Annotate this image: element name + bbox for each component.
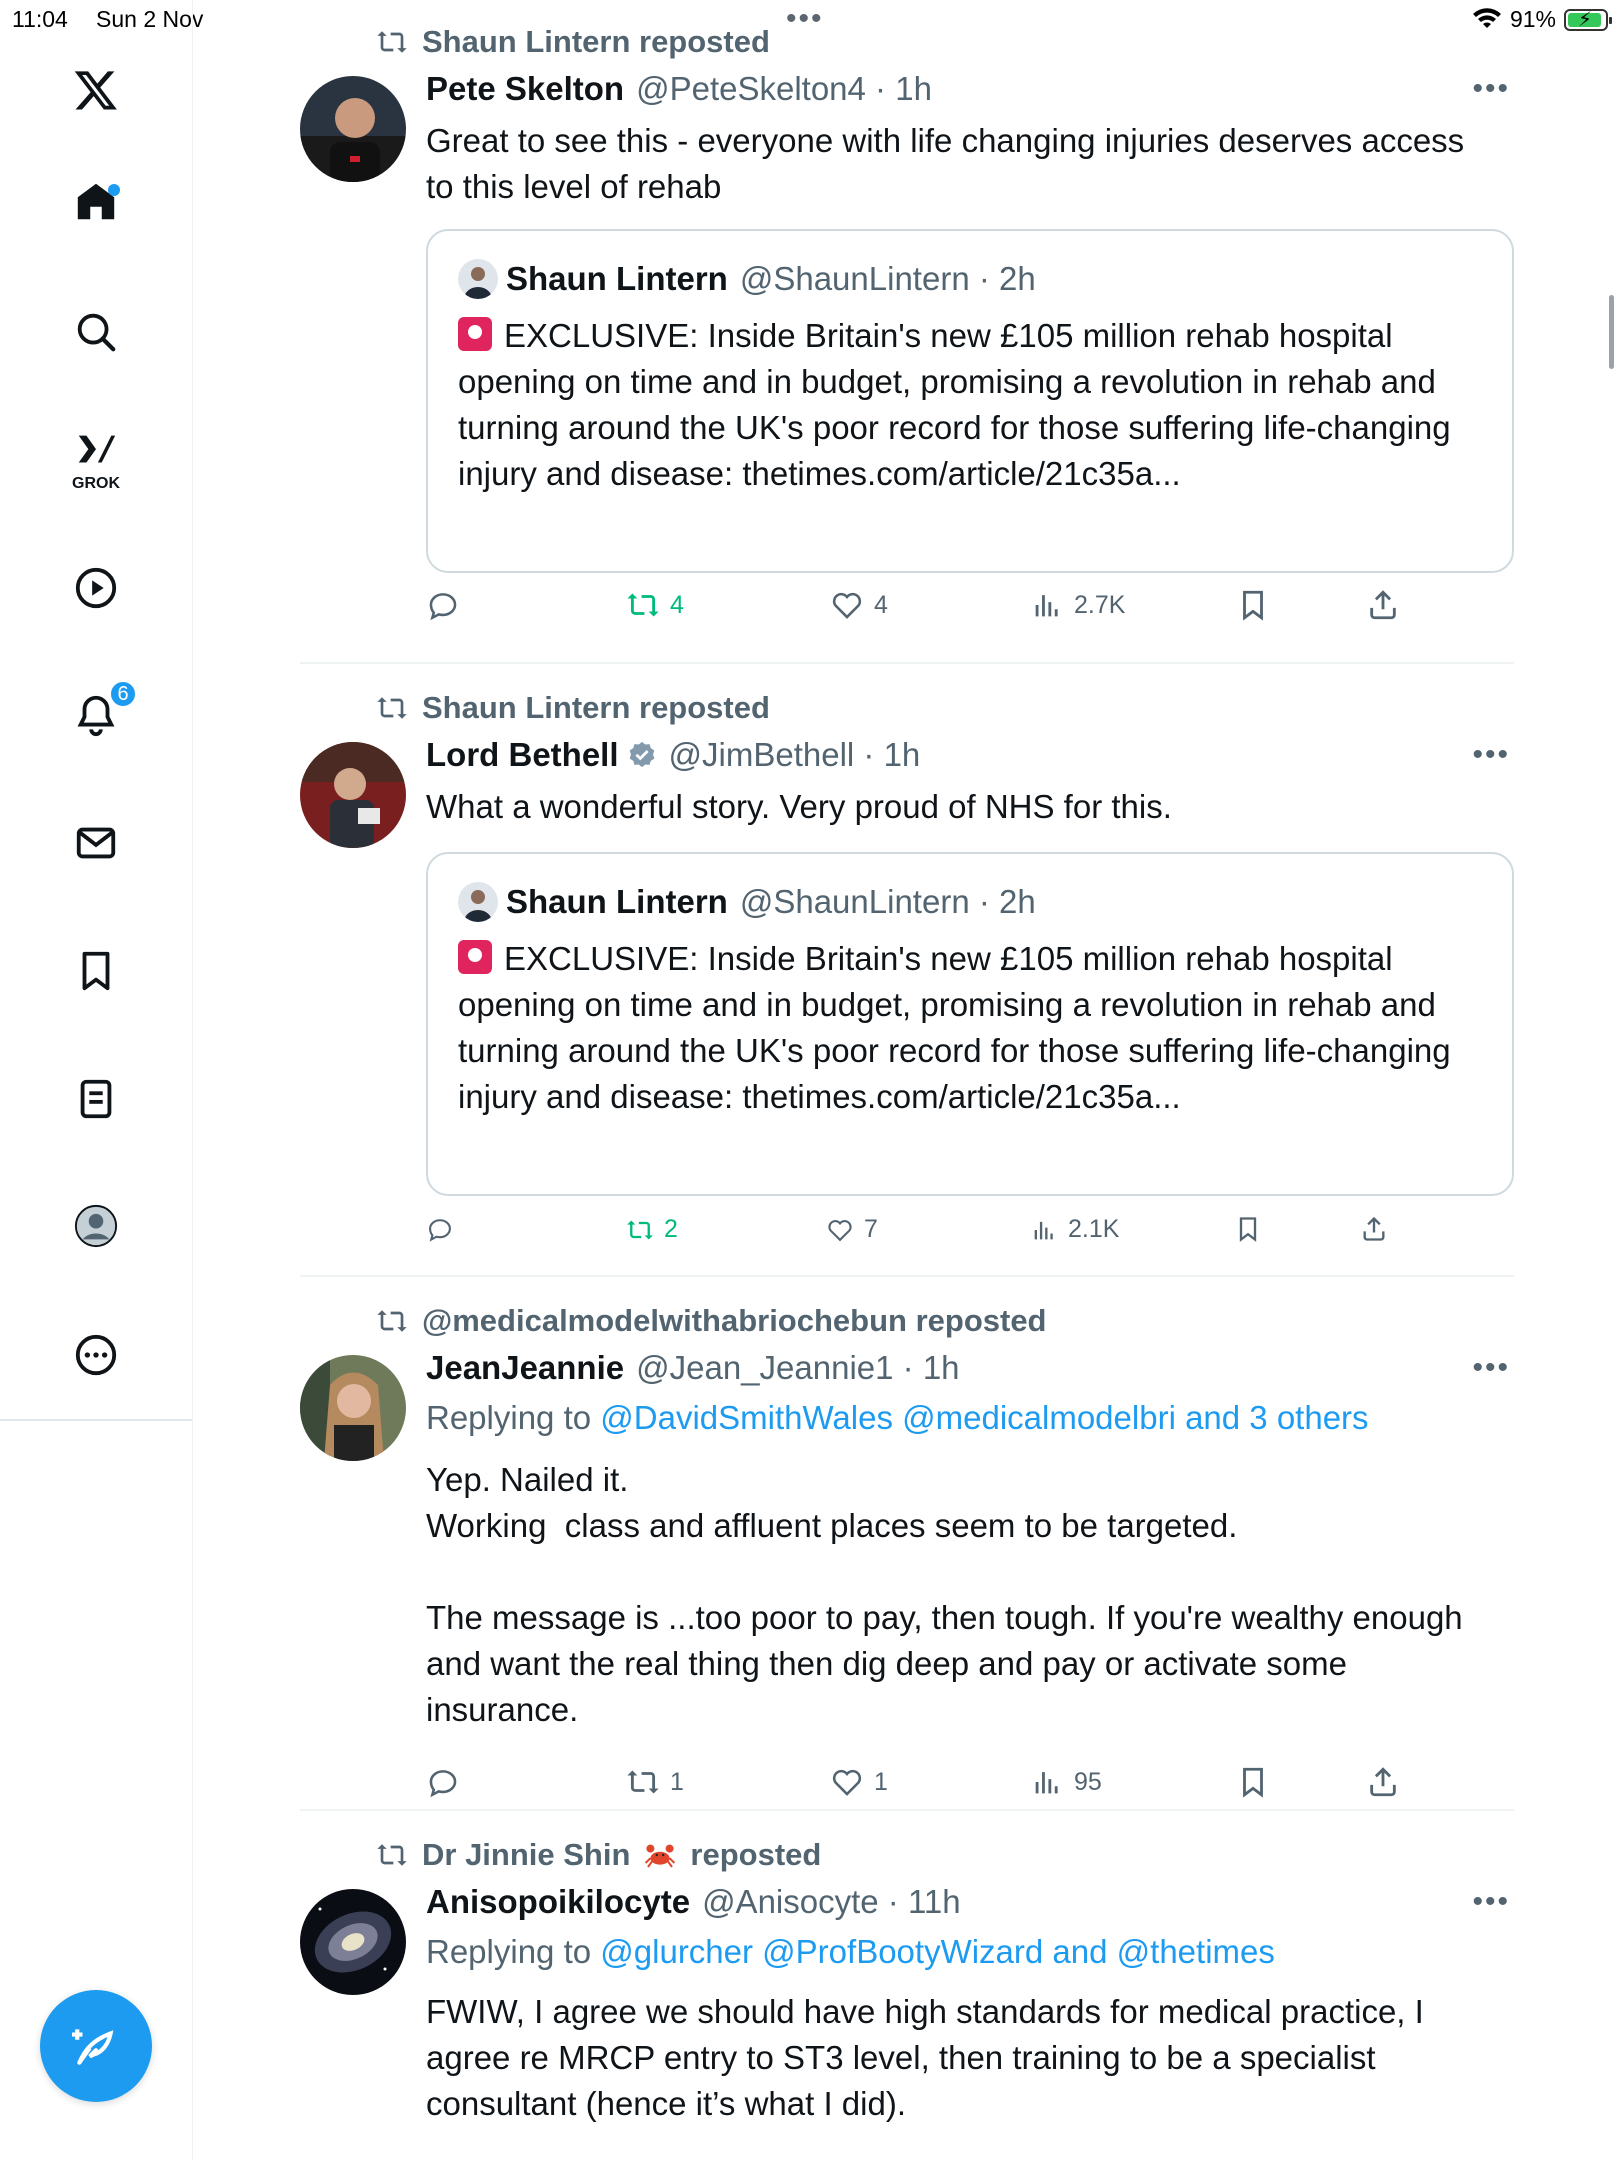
author-name[interactable]: Anisopoikilocyte — [426, 1883, 691, 1920]
tweet-header — [426, 736, 920, 774]
tweet[interactable] — [300, 1809, 1514, 2160]
avatar[interactable] — [300, 742, 406, 848]
heart-icon — [830, 588, 864, 622]
replying-to-links[interactable]: @glurcher @ProfBootyWizard and @thetimes — [600, 1933, 1275, 1970]
reply-button[interactable] — [426, 1765, 460, 1799]
repost-icon — [626, 1216, 654, 1244]
like-button[interactable] — [826, 1215, 878, 1244]
bookmark-icon — [1234, 1215, 1262, 1243]
notifications-bell-icon[interactable] — [56, 675, 136, 755]
status-time: 11:04 — [12, 6, 68, 32]
lists-icon[interactable] — [56, 1059, 136, 1139]
messages-envelope-icon[interactable] — [56, 803, 136, 883]
views-chart-icon — [1030, 1216, 1058, 1244]
repost-count: 2 — [664, 1215, 678, 1243]
views-button[interactable] — [1030, 1215, 1119, 1244]
repost-label: Shaun Lintern reposted — [422, 24, 770, 59]
replying-prefix: Replying to — [426, 1933, 592, 1970]
author-name[interactable]: Lord Bethell — [426, 736, 619, 773]
quoted-tweet[interactable] — [426, 852, 1514, 1196]
video-play-icon[interactable] — [56, 548, 136, 628]
repost-label: Shaun Lintern reposted — [422, 690, 770, 725]
views-chart-icon — [1030, 1765, 1064, 1799]
repost-icon — [376, 692, 408, 724]
like-button[interactable] — [830, 1765, 888, 1799]
x-logo-icon[interactable] — [56, 50, 136, 130]
tweet-header — [426, 1883, 961, 1921]
battery-icon: ⚡ — [1564, 9, 1608, 31]
crab-emoji-icon — [644, 1839, 676, 1871]
quoted-header — [458, 259, 1036, 299]
avatar[interactable] — [300, 1355, 406, 1461]
notification-badge: 6 — [108, 679, 138, 709]
quoted-text-content: EXCLUSIVE: Inside Britain's new £105 million rehab hospital opening on time and in budget, promising a revolution in rehab and turning around the UK's poor record for those suffering life-changing injury and disease: thetimes.com/article/21c35a... — [458, 940, 1451, 1115]
grok-icon[interactable] — [56, 415, 136, 505]
share-icon — [1366, 1765, 1400, 1799]
bookmark-button[interactable] — [1236, 1765, 1270, 1799]
repost-icon — [626, 1765, 660, 1799]
heart-icon — [830, 1765, 864, 1799]
repost-button[interactable] — [626, 588, 684, 622]
quoted-tweet[interactable] — [426, 229, 1514, 573]
author-handle[interactable]: @PeteSkelton4 · 1h — [636, 70, 932, 107]
quoted-header — [458, 882, 1036, 922]
status-date: Sun 2 Nov — [96, 6, 204, 32]
repost-count: 4 — [670, 590, 684, 619]
quoted-avatar — [458, 882, 498, 922]
replying-to — [426, 1399, 1369, 1437]
scrollbar-thumb[interactable] — [1609, 295, 1614, 369]
home-icon[interactable] — [56, 162, 136, 242]
repost-indicator — [376, 1837, 821, 1873]
avatar[interactable] — [300, 1889, 406, 1995]
quoted-text — [458, 313, 1488, 497]
battery-percent: 91% — [1509, 6, 1556, 32]
quoted-author-name: Shaun Lintern — [506, 260, 728, 297]
author-handle[interactable]: @Jean_Jeannie1 · 1h — [636, 1349, 960, 1386]
grok-label: GROK — [72, 475, 120, 492]
bookmark-button[interactable] — [1234, 1215, 1262, 1243]
more-icon[interactable]: ••• — [1472, 72, 1510, 105]
repost-icon — [376, 26, 408, 58]
repost-count: 1 — [670, 1767, 684, 1796]
siren-emoji-icon — [458, 317, 492, 351]
replying-to — [426, 1933, 1275, 1971]
quoted-text-content: EXCLUSIVE: Inside Britain's new £105 million rehab hospital opening on time and in budget, promising a revolution in rehab and turning around the UK's poor record for those suffering life-changing injury and disease: thetimes.com/article/21c35a... — [458, 317, 1451, 492]
bookmarks-icon[interactable] — [56, 931, 136, 1011]
repost-icon — [376, 1839, 408, 1871]
repost-indicator — [376, 690, 770, 726]
like-button[interactable] — [830, 588, 888, 622]
tweet-actions — [426, 1765, 1416, 1815]
repost-suffix: reposted — [690, 1837, 822, 1872]
tweet-actions — [426, 588, 1416, 638]
repost-icon — [626, 588, 660, 622]
search-icon[interactable] — [56, 292, 136, 372]
repost-indicator — [376, 24, 770, 60]
more-icon[interactable]: ••• — [1472, 1351, 1510, 1384]
verified-badge-icon — [627, 740, 657, 770]
author-handle[interactable]: @Anisocyte · 11h — [702, 1883, 961, 1920]
replying-to-links[interactable]: @DavidSmithWales @medicalmodelbri and 3 others — [600, 1399, 1369, 1436]
multitasking-dots-icon[interactable]: ••• — [786, 2, 824, 35]
repost-label: Dr Jinnie Shin — [422, 1837, 631, 1872]
quoted-text — [458, 936, 1488, 1120]
profile-avatar-icon[interactable] — [56, 1186, 136, 1266]
tweet-text: What a wonderful story. Very proud of NHS for this. — [426, 788, 1172, 825]
home-unread-dot — [108, 184, 120, 196]
sidebar-divider — [0, 1419, 192, 1421]
author-name[interactable]: Pete Skelton — [426, 70, 625, 107]
views-button[interactable] — [1030, 1765, 1102, 1799]
compose-feather-icon — [71, 2021, 121, 2071]
bookmark-icon — [1236, 588, 1270, 622]
author-name[interactable]: JeanJeannie — [426, 1349, 625, 1386]
share-icon — [1360, 1215, 1388, 1243]
author-handle[interactable]: @JimBethell · 1h — [668, 736, 921, 773]
reply-button[interactable] — [426, 588, 460, 622]
compose-post-button[interactable] — [40, 1990, 152, 2102]
sidebar — [0, 0, 193, 2160]
share-button[interactable] — [1366, 588, 1400, 622]
tweet-header — [426, 70, 932, 108]
like-count: 1 — [874, 1767, 888, 1796]
tweet-text: Yep. Nailed it. Working class and affluent places seem to be targeted. The message is ...too poor to pay, then tough. If you're wealthy enough and want the real thing then dig deep and pay or activate some insurance. — [426, 1461, 1463, 1728]
siren-emoji-icon — [458, 940, 492, 974]
repost-button[interactable] — [626, 1215, 678, 1244]
more-options-icon[interactable] — [56, 1315, 136, 1395]
replying-prefix: Replying to — [426, 1399, 592, 1436]
share-button[interactable] — [1360, 1215, 1388, 1243]
repost-icon — [376, 1305, 408, 1337]
reply-icon — [426, 1215, 454, 1243]
avatar[interactable] — [300, 76, 406, 182]
tweet-header — [426, 1349, 960, 1387]
views-chart-icon — [1030, 588, 1064, 622]
tweet-actions — [426, 1215, 1416, 1265]
views-count: 2.1K — [1068, 1215, 1120, 1243]
like-count: 7 — [864, 1215, 878, 1243]
heart-icon — [826, 1216, 854, 1244]
more-icon[interactable]: ••• — [1472, 1885, 1510, 1918]
views-button[interactable] — [1030, 588, 1125, 622]
repost-label: @medicalmodelwithabriochebun reposted — [422, 1303, 1047, 1338]
bookmark-button[interactable] — [1236, 588, 1270, 622]
reply-button[interactable] — [426, 1215, 454, 1243]
views-count: 2.7K — [1074, 590, 1126, 619]
reply-icon — [426, 588, 460, 622]
reply-icon — [426, 1765, 460, 1799]
quoted-author-name: Shaun Lintern — [506, 883, 728, 920]
bookmark-icon — [1236, 1765, 1270, 1799]
tweet-text: Great to see this - everyone with life changing injuries deserves access to this level of rehab — [426, 122, 1474, 205]
quoted-avatar — [458, 259, 498, 299]
views-count: 95 — [1074, 1767, 1102, 1796]
share-icon — [1366, 588, 1400, 622]
quoted-author-handle: @ShaunLintern · 2h — [739, 260, 1036, 297]
tweet[interactable] — [300, 0, 1514, 664]
tweet-text: FWIW, I agree we should have high standards for medical practice, I agree re MRCP entry to ST3 level, then training to be a specialist consultant (hence it’s what I did). — [426, 1993, 1433, 2122]
share-button[interactable] — [1366, 1765, 1400, 1799]
tweet[interactable] — [300, 1275, 1514, 1811]
repost-indicator — [376, 1303, 1047, 1339]
tweet[interactable] — [300, 662, 1514, 1277]
repost-button[interactable] — [626, 1765, 684, 1799]
more-icon[interactable]: ••• — [1472, 738, 1510, 771]
quoted-author-handle: @ShaunLintern · 2h — [739, 883, 1036, 920]
like-count: 4 — [874, 590, 888, 619]
